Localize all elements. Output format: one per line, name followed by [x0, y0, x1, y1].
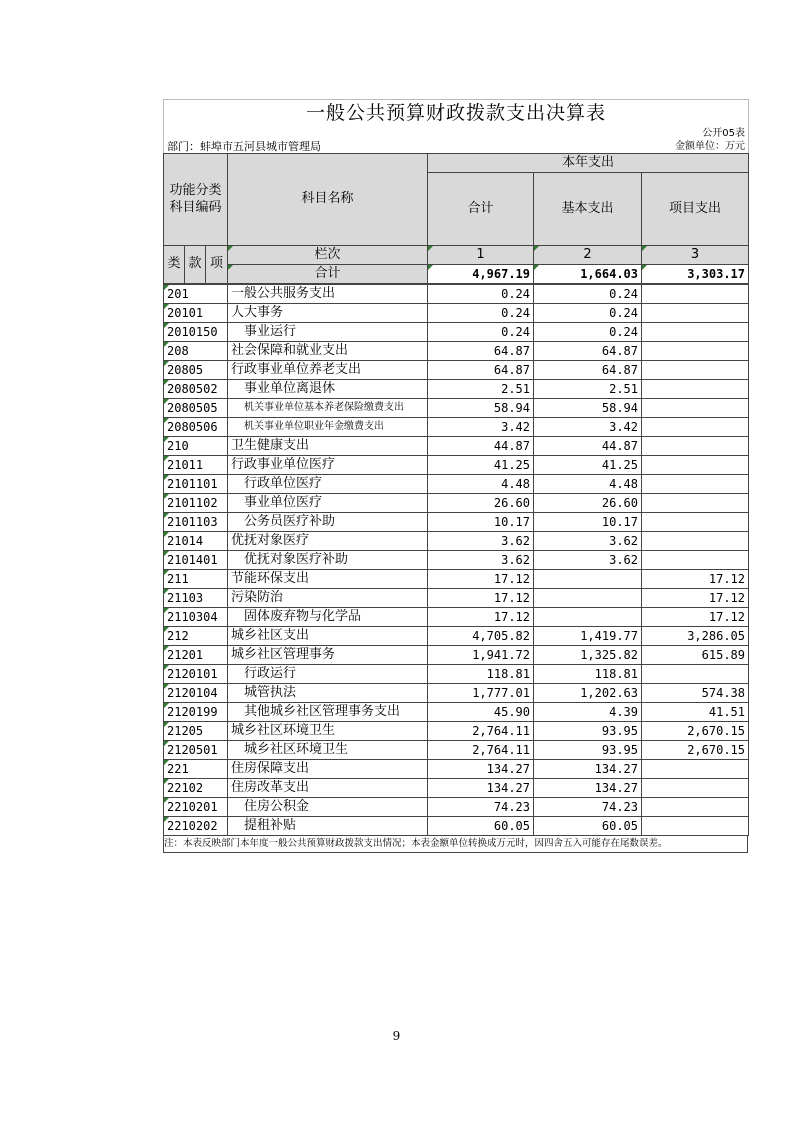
row-code: 2210202: [164, 816, 228, 835]
row-code: 20805: [164, 360, 228, 379]
table-row: [164, 550, 749, 569]
row-project: [642, 759, 749, 778]
table-row: [164, 398, 749, 417]
row-code: 2010150: [164, 322, 228, 341]
table-row: [164, 797, 749, 816]
row-total: 74.23: [428, 797, 534, 816]
row-total: 17.12: [428, 569, 534, 588]
row-code: 21201: [164, 645, 228, 664]
row-project: [642, 531, 749, 550]
row-basic: 4.48: [534, 474, 642, 493]
row-project: 41.51: [642, 702, 749, 721]
row-total: 134.27: [428, 759, 534, 778]
table-row: [164, 512, 749, 531]
row-basic: [534, 588, 642, 607]
year-expense-header: 本年支出: [428, 153, 749, 172]
row-total: 2.51: [428, 379, 534, 398]
table-row: [164, 645, 749, 664]
row-project: [642, 474, 749, 493]
row-name: 行政事业单位医疗: [228, 455, 428, 474]
row-project: 574.38: [642, 683, 749, 702]
row-basic: 93.95: [534, 740, 642, 759]
row-code: 2101101: [164, 474, 228, 493]
row-name: 住房改革支出: [228, 778, 428, 797]
table-row: [164, 303, 749, 322]
row-basic: 3.42: [534, 417, 642, 436]
row-name: 住房保障支出: [228, 759, 428, 778]
basic-header: 基本支出: [534, 172, 642, 245]
row-project: [642, 797, 749, 816]
row-name: 人大事务: [228, 303, 428, 322]
row-total: 118.81: [428, 664, 534, 683]
row-project: [642, 379, 749, 398]
row-name: 行政单位医疗: [228, 474, 428, 493]
total-header: 合计: [428, 172, 534, 245]
table-row: [164, 702, 749, 721]
sum-basic: 1,664.03: [534, 264, 642, 283]
row-name: 固体废弃物与化学品: [228, 607, 428, 626]
row-name: 事业运行: [228, 322, 428, 341]
row-basic: 64.87: [534, 341, 642, 360]
footnote: 注：本表反映部门本年度一般公共预算财政拨款支出情况；本表金额单位转换成万元时，因四舍五入可能存在尾数误差。: [163, 836, 748, 853]
row-total: 44.87: [428, 436, 534, 455]
row-total: 3.62: [428, 531, 534, 550]
row-code: 2101401: [164, 550, 228, 569]
row-basic: 1,325.82: [534, 645, 642, 664]
row-project: 17.12: [642, 607, 749, 626]
row-project: [642, 341, 749, 360]
row-basic: 60.05: [534, 816, 642, 835]
row-basic: 3.62: [534, 550, 642, 569]
table-row: [164, 588, 749, 607]
row-project: [642, 493, 749, 512]
row-total: 1,941.72: [428, 645, 534, 664]
table-row: [164, 474, 749, 493]
row-name: 公务员医疗补助: [228, 512, 428, 531]
row-total: 45.90: [428, 702, 534, 721]
row-total: 10.17: [428, 512, 534, 531]
col2-index: 2: [534, 245, 642, 264]
kuan-header: 款: [185, 245, 206, 283]
subject-name-header: 科目名称: [228, 153, 428, 245]
row-code: 2101102: [164, 493, 228, 512]
row-total: 3.42: [428, 417, 534, 436]
row-project: [642, 436, 749, 455]
row-name: 污染防治: [228, 588, 428, 607]
lanci-label: 栏次: [228, 245, 428, 264]
row-code: 21205: [164, 721, 228, 740]
row-project: 3,286.05: [642, 626, 749, 645]
xiang-header: 项: [206, 245, 228, 283]
row-total: 17.12: [428, 588, 534, 607]
table-row: [164, 569, 749, 588]
body-table: [163, 284, 749, 836]
row-total: 0.24: [428, 322, 534, 341]
row-name: 卫生健康支出: [228, 436, 428, 455]
row-code: 201: [164, 284, 228, 303]
row-basic: 1,419.77: [534, 626, 642, 645]
func-code-header: 功能分类 科目编码: [164, 153, 228, 245]
sum-label: 合计: [228, 264, 428, 283]
row-code: 210: [164, 436, 228, 455]
row-total: 2,764.11: [428, 721, 534, 740]
row-basic: 74.23: [534, 797, 642, 816]
unit-label: 金额单位：万元: [428, 140, 749, 153]
row-basic: 134.27: [534, 778, 642, 797]
row-name: 优抚对象医疗补助: [228, 550, 428, 569]
table-row: [164, 683, 749, 702]
row-name: 城乡社区环境卫生: [228, 721, 428, 740]
table-row: [164, 341, 749, 360]
row-basic: 1,202.63: [534, 683, 642, 702]
row-name: 行政事业单位养老支出: [228, 360, 428, 379]
table-row: [164, 284, 749, 303]
row-basic: 41.25: [534, 455, 642, 474]
page-number: 9: [392, 1029, 401, 1043]
row-basic: 118.81: [534, 664, 642, 683]
row-code: 2210201: [164, 797, 228, 816]
row-total: 1,777.01: [428, 683, 534, 702]
row-project: [642, 778, 749, 797]
row-code: 22102: [164, 778, 228, 797]
row-basic: 64.87: [534, 360, 642, 379]
table-row: [164, 759, 749, 778]
row-project: [642, 455, 749, 474]
sum-project: 3,303.17: [642, 264, 749, 283]
row-basic: [534, 569, 642, 588]
row-name: 行政运行: [228, 664, 428, 683]
table-title: 一般公共预算财政拨款支出决算表: [164, 100, 749, 127]
row-name: 机关事业单位基本养老保险缴费支出: [228, 398, 428, 417]
row-project: [642, 550, 749, 569]
row-name: 城乡社区支出: [228, 626, 428, 645]
row-total: 0.24: [428, 303, 534, 322]
row-project: 17.12: [642, 588, 749, 607]
row-basic: 4.39: [534, 702, 642, 721]
row-total: 58.94: [428, 398, 534, 417]
row-name: 优抚对象医疗: [228, 531, 428, 550]
table-row: [164, 740, 749, 759]
row-total: 64.87: [428, 360, 534, 379]
table-row: [164, 322, 749, 341]
lei-header: 类: [164, 245, 185, 283]
row-project: [642, 322, 749, 341]
row-project: [642, 398, 749, 417]
row-total: 134.27: [428, 778, 534, 797]
table-row: [164, 816, 749, 835]
row-basic: 0.24: [534, 284, 642, 303]
row-total: 3.62: [428, 550, 534, 569]
table-row: [164, 607, 749, 626]
row-total: 4.48: [428, 474, 534, 493]
table-row: [164, 721, 749, 740]
table-row: [164, 626, 749, 645]
row-basic: 0.24: [534, 303, 642, 322]
row-code: 2120104: [164, 683, 228, 702]
row-code: 21014: [164, 531, 228, 550]
table-row: [164, 436, 749, 455]
row-name: 其他城乡社区管理事务支出: [228, 702, 428, 721]
row-total: 2,764.11: [428, 740, 534, 759]
row-total: 26.60: [428, 493, 534, 512]
row-basic: 26.60: [534, 493, 642, 512]
row-project: [642, 284, 749, 303]
row-basic: 3.62: [534, 531, 642, 550]
sum-total: 4,967.19: [428, 264, 534, 283]
row-project: [642, 417, 749, 436]
row-basic: 134.27: [534, 759, 642, 778]
row-basic: 10.17: [534, 512, 642, 531]
row-code: 2080505: [164, 398, 228, 417]
row-code: 2120501: [164, 740, 228, 759]
row-project: [642, 664, 749, 683]
table-row: [164, 417, 749, 436]
row-name: 节能环保支出: [228, 569, 428, 588]
row-project: 2,670.15: [642, 721, 749, 740]
row-name: 社会保障和就业支出: [228, 341, 428, 360]
row-project: 2,670.15: [642, 740, 749, 759]
table-row: [164, 664, 749, 683]
row-code: 21011: [164, 455, 228, 474]
row-code: 2120101: [164, 664, 228, 683]
row-basic: 2.51: [534, 379, 642, 398]
table-row: [164, 531, 749, 550]
row-code: 221: [164, 759, 228, 778]
table-row: [164, 493, 749, 512]
table-row: [164, 379, 749, 398]
row-code: 2120199: [164, 702, 228, 721]
row-project: 615.89: [642, 645, 749, 664]
row-basic: 44.87: [534, 436, 642, 455]
row-code: 21103: [164, 588, 228, 607]
row-code: 208: [164, 341, 228, 360]
table-row: [164, 778, 749, 797]
row-project: [642, 303, 749, 322]
header-table: [163, 153, 749, 284]
row-code: 2101103: [164, 512, 228, 531]
department-label: 部门：蚌埠市五河县城市管理局: [164, 140, 428, 153]
row-code: 20101: [164, 303, 228, 322]
row-code: 2110304: [164, 607, 228, 626]
row-total: 17.12: [428, 607, 534, 626]
form-code: 公开05表: [164, 127, 749, 140]
row-name: 城管执法: [228, 683, 428, 702]
row-name: 事业单位医疗: [228, 493, 428, 512]
row-code: 212: [164, 626, 228, 645]
row-total: 4,705.82: [428, 626, 534, 645]
row-project: [642, 816, 749, 835]
row-basic: 58.94: [534, 398, 642, 417]
table-row: [164, 455, 749, 474]
row-project: [642, 360, 749, 379]
project-header: 项目支出: [642, 172, 749, 245]
expense-table: [163, 99, 749, 153]
row-code: 2080502: [164, 379, 228, 398]
col1-index: 1: [428, 245, 534, 264]
row-total: 0.24: [428, 284, 534, 303]
row-name: 城乡社区环境卫生: [228, 740, 428, 759]
col3-index: 3: [642, 245, 749, 264]
row-basic: [534, 607, 642, 626]
row-total: 64.87: [428, 341, 534, 360]
row-code: 211: [164, 569, 228, 588]
row-name: 一般公共服务支出: [228, 284, 428, 303]
row-name: 事业单位离退休: [228, 379, 428, 398]
row-name: 住房公积金: [228, 797, 428, 816]
row-project: [642, 512, 749, 531]
row-name: 提租补贴: [228, 816, 428, 835]
row-code: 2080506: [164, 417, 228, 436]
row-total: 60.05: [428, 816, 534, 835]
budget-sheet: [163, 99, 748, 853]
row-name: 城乡社区管理事务: [228, 645, 428, 664]
row-name: 机关事业单位职业年金缴费支出: [228, 417, 428, 436]
row-basic: 0.24: [534, 322, 642, 341]
row-basic: 93.95: [534, 721, 642, 740]
table-row: [164, 360, 749, 379]
row-project: 17.12: [642, 569, 749, 588]
row-total: 41.25: [428, 455, 534, 474]
